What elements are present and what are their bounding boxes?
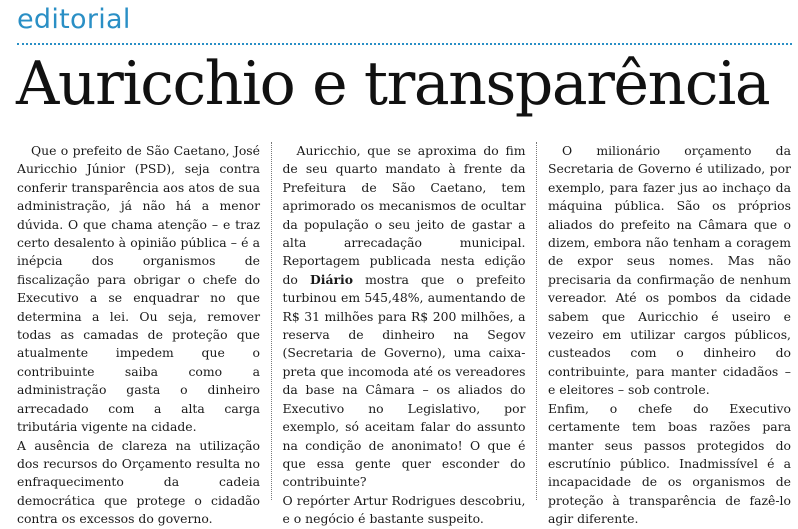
text-run: mostra que o prefeito turbinou em 545,48%, aumentando de R$ 31 milhões para R$ 200 milhões, a reserva de dinheiro na Segov (Secretaria de Governo), uma caixa-preta que incomoda até os vereadores da base na Câmara – os aliados do Executivo no Legislativo, por exemplo, só aceitam falar do assunto na condição de anonimato! O que é que essa gente quer esconder do contribuinte? bbox=[282, 271, 526, 490]
paragraph: Enfim, o chefe do Executivo certamente tem boas razões para manter seus passos protegidos do escrutínio público. Inadmissível é a incapacidade de os organismos de proteção à transparência de fazê-lo agir diferente. bbox=[548, 400, 791, 527]
text-run: Auricchio, que se aproxima do fim de seu quarto mandato à frente da Prefeitura de São Caetano, tem aprimorado os mecanismos de ocultar da população o seu jeito de gastar a alta arrecadação municipal. Reportagem publicada nesta edição do bbox=[282, 143, 526, 287]
column-2 bbox=[282, 142, 526, 527]
paragraph: O milionário orçamento da Secretaria de Governo é utilizado, por exemplo, para fazer jus ao inchaço da máquina pública. São os próprios aliados do prefeito na Câmara que o dizem, embora não tenham a coragem de expor seus nomes. Mas não precisaria da confirmação de nenhum vereador. Até os pombos da cidade sabem que Auricchio é useiro e vezeiro em utilizar cargos públicos, custeados com o dinheiro do contribuinte, para manter cidadãos – e eleitores – sob controle. bbox=[548, 143, 791, 398]
column-1 bbox=[17, 142, 260, 527]
section-divider bbox=[17, 43, 792, 45]
paragraph: O repórter Artur Rodrigues descobriu, e o negócio é bastante suspeito. bbox=[282, 492, 526, 527]
section-label: editorial bbox=[17, 4, 131, 35]
newspaper-name: Diário bbox=[310, 271, 353, 287]
column-3 bbox=[548, 142, 791, 527]
column-divider bbox=[271, 142, 272, 500]
headline: Auricchio e transparência bbox=[16, 49, 770, 119]
paragraph: Que o prefeito de São Caetano, José Auricchio Júnior (PSD), seja contra conferir transparência aos atos de sua administração, já não há a menor dúvida. O que chama atenção – e traz certo desalento à opinião pública – é a inépcia dos organismos de fiscalização para obrigar o chefe do Executivo a se enquadrar no que determina a lei. Ou seja, remover todas as camadas de proteção que atualmente impedem que o contribuinte saiba como a administração gasta o dinheiro arrecadado com a alta carga tributária vigente na cidade. bbox=[17, 143, 260, 435]
column-divider bbox=[536, 142, 537, 500]
paragraph bbox=[283, 142, 526, 492]
paragraph: A ausência de clareza na utilização dos recursos do Orçamento resulta no enfraquecimento da cadeia democrática que protege o cidadão contra os excessos do governo. bbox=[17, 437, 260, 527]
article-body bbox=[17, 142, 791, 527]
